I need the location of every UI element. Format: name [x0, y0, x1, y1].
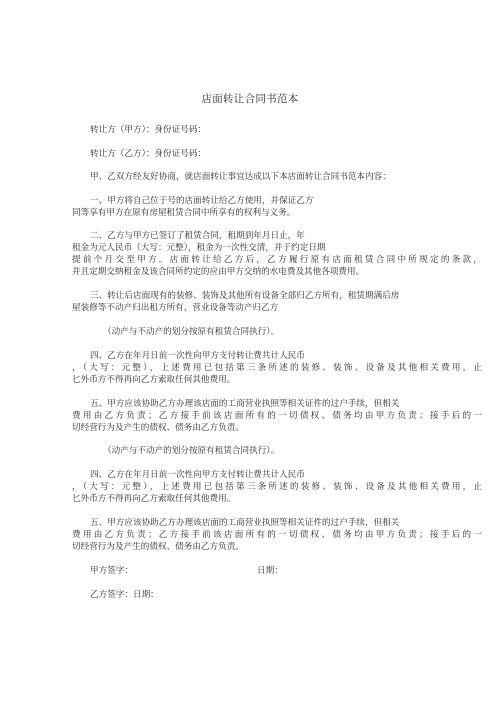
clause-2-line-3: 提前个月交至甲方。店面转让给乙方后，乙方履行原有店面租赁合同中所规定的条款， — [72, 255, 482, 265]
party-a-signature-label: 甲方签字： — [90, 566, 133, 576]
movable-property-note: （动产与不动产的划分按原有租赁合同执行）。 — [103, 327, 280, 337]
clause-1-line-1: 一、甲方将自己位于号的店面转让给乙方使用，并保证乙方 — [90, 196, 314, 206]
clause-2-line-4: 并且定期交纳租金及该合同所约定的应由甲方交纳的水电费及其他各项费用。 — [72, 267, 365, 277]
preamble-line: 甲、乙双方经友好协商，就店面转让事宜达成以下本店面转让合同书范本内容： — [90, 172, 391, 182]
clause-2-line-1: 二、乙方与甲方已签订了租赁合同，租期到年月日止，年 — [90, 231, 305, 241]
clause-4-repeat-line-2: ，（大写：元整），上述费用已包括第三条所述的装修、装饰、设备及其他相关费用，止 — [72, 482, 482, 492]
clause-4-line-3: 匕外币方不得再向乙方索取任何其他费用。 — [72, 375, 236, 385]
party-a-date-label: 日期： — [257, 566, 283, 576]
movable-property-note-repeat: （动产与不动产的划分按原有租赁合同执行）。 — [103, 446, 280, 456]
party-b-signature-date-label: 乙方签字：日期： — [90, 590, 159, 600]
clause-5-repeat-line-1: 五、甲方应该协助乙方办理该店面的工商营业执照等相关证件的过户手续，但相关 — [90, 518, 400, 528]
document-title: 店面转让合同书范本 — [201, 93, 299, 105]
clause-5-line-1: 五、甲方应该协助乙方办理该店面的工商营业执照等相关证件的过户手续，但相关 — [90, 399, 400, 409]
clause-4-line-2: ，（大写：元整），上述费用已包括第三条所述的装修、装饰、设备及其他相关费用，止 — [72, 363, 482, 373]
clause-2-line-2: 租金为元人民币（大写：元整），租金为一次性交清，并于约定日期 — [72, 243, 326, 253]
clause-5-repeat-line-3: 切经营行为及产生的债权、债务由乙方负责。 — [72, 542, 244, 552]
clause-3-line-1: 三、转让后店面现有的装修、装饰及其他所有设备全部归乙方所有，租赁期满后房 — [90, 291, 400, 301]
transferee-b-line: 转让方（乙方）：身份证号码： — [90, 149, 207, 159]
clause-4-repeat-line-1: 四、乙方在年月日前一次性向甲方支付转让费共计人民币 — [90, 470, 305, 480]
clause-1-line-2: 同等享有甲方在原有房屋租赁合同中所享有的权利与义务。 — [72, 208, 296, 218]
clause-5-line-2: 费用由乙方负责；乙方接手前该店面所有的一切债权、债务均由甲方负责；接手后的一 — [72, 411, 482, 421]
clause-4-repeat-line-3: 匕外币方不得再向乙方索取任何其他费用。 — [72, 494, 236, 504]
clause-4-line-1: 四、乙方在年月日前一次性向甲方支付转让费共计人民币 — [90, 351, 305, 361]
clause-5-repeat-line-2: 费用由乙方负责；乙方接手前该店面所有的一切债权、债务均由甲方负责；接手后的一 — [72, 530, 482, 540]
transferor-a-line: 转让方（甲方）：身份证号码： — [90, 125, 207, 135]
clause-3-line-2: 屋装修等不动产归出租方所有，营业设备等动产归乙方 — [72, 303, 279, 313]
clause-5-line-3: 切经营行为及产生的债权、债务由乙方负责。 — [72, 423, 244, 433]
